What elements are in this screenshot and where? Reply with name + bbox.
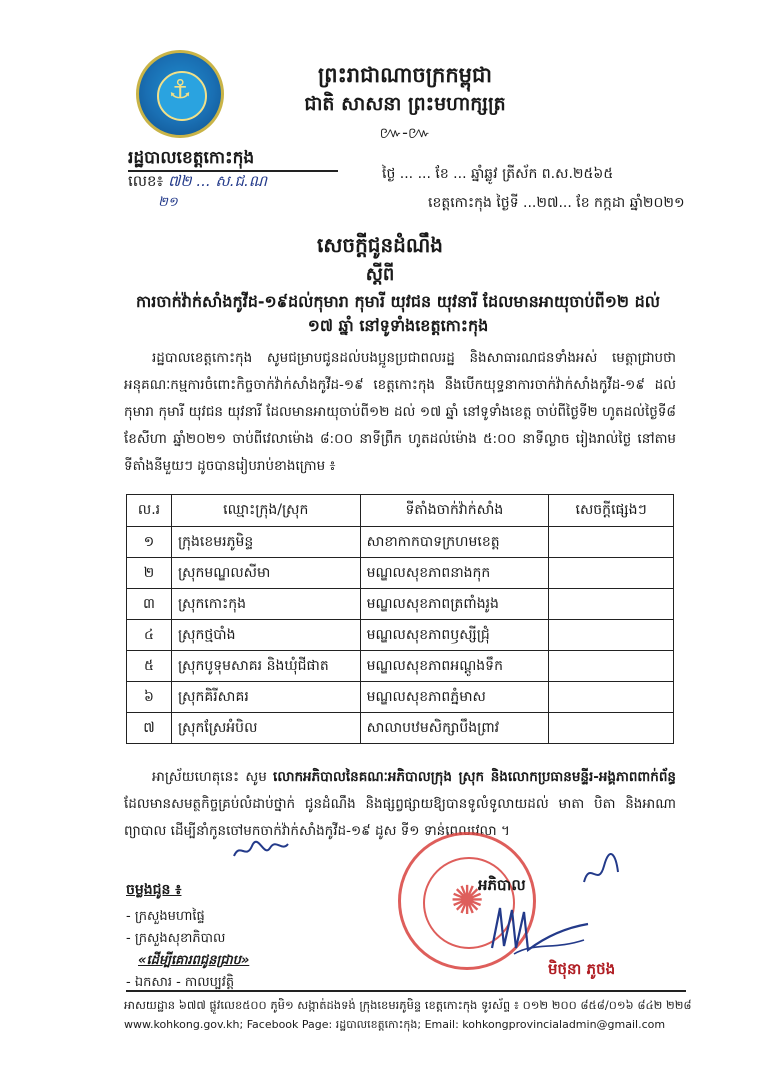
row-note xyxy=(549,713,674,744)
list-item: - ក្រសួងមហាផ្ទៃ xyxy=(126,909,205,924)
cc-title: ចម្លងជូន ៖ xyxy=(126,882,182,898)
row-site: មណ្ឌលសុខភាពភ្នំមាស xyxy=(360,682,549,713)
signature xyxy=(484,898,594,960)
reference-number xyxy=(128,172,338,213)
header-site: ទីតាំងចាក់វ៉ាក់សាំង xyxy=(360,495,549,527)
table-row xyxy=(127,589,674,620)
row-site: មណ្ឌលសុខភាពអណ្តូងទឹក xyxy=(360,651,549,682)
footer-divider xyxy=(126,990,686,992)
footer-address: អាសយដ្ឋាន ៦៧៧ ផ្លូវលេខ៥០០ ភូមិ១ សង្កាត់ដងទង់ ក្រុងខេមរភូមិន្ទ ខេត្តកោះកុង ទូរស័ព្ទ ៖ ០១២ ២០០ ៨៥៨/០១៦ ៨៤២ ២២៨ xyxy=(124,998,692,1012)
row-district: ស្រុកបូទុមសាគរ និងឃុំជីផាត xyxy=(171,651,360,682)
row-number: ២ xyxy=(127,558,172,589)
signature-flourish xyxy=(578,852,622,892)
closing-rest: ដែលមានសមត្ថកិច្ចគ្រប់លំដាប់ថ្នាក់ ជូនដំណឹង និងផ្សព្វផ្សាយឱ្យបានទូលំទូលាយដល់ មាតា បិតា និងអាណាព្យាបាល ដើម្បីនាំកូនចៅមកចាក់វ៉ាក់សាំងកូវីដ-១៩ ដូស ទី១ ទាន់ពេលវេលា ។ xyxy=(124,796,676,839)
anchor-icon: ⚓ xyxy=(168,75,192,105)
signatory-role: អភិបាល xyxy=(478,876,526,894)
list-item: - ឯកសារ - កាលប្បវត្តិ xyxy=(126,975,235,990)
office-name: រដ្ឋបាលខេត្តកោះកុង xyxy=(128,148,255,168)
row-note xyxy=(549,651,674,682)
header-number: ល.រ xyxy=(127,495,172,527)
row-note xyxy=(549,558,674,589)
row-note xyxy=(549,620,674,651)
row-number: ១ xyxy=(127,527,172,558)
handwritten-initials xyxy=(230,838,290,862)
intro-paragraph: រដ្ឋបាលខេត្តកោះកុង សូមជម្រាបជូនដល់បងប្អូនប្រជាពលរដ្ឋ និងសាធារណជនទាំងអស់ មេត្តាជ្រាបថា អនុគណៈកម្មការចំពោះកិច្ចចាក់វ៉ាក់សាំងកូវីដ-១៩ ខេត្តកោះកុង នឹងបើកយុទ្ធនាការចាក់វ៉ាក់សាំងកូវីដ-១៩ ដល់កុមារា កុមារី យុវជន យុវនារី ដែលមានអាយុចាប់ពី១២ ដល់ ១៧ ឆ្នាំ នៅទូទាំងខេត្ត ចាប់ពីថ្ងៃទី២ ហូតដល់ថ្ងៃទី៨ ខែសីហា ឆ្នាំ២០២១ ចាប់ពីវេលាម៉ោង ៨:០០ នាទីព្រឹក ហូតដល់ម៉ោង ៥:០០ នាទីល្ងាច រៀងរាល់ថ្ងៃ នៅតាមទីតាំងនីមួយៗ ដូចបានរៀបរាប់ខាងក្រោម ៖ xyxy=(124,350,676,474)
kingdom-title: ព្រះរាជាណាចក្រកម្ពុជា xyxy=(317,63,492,87)
reference-value: ៧២ ... ស.ជ.ណ xyxy=(167,172,268,190)
footer-contact: www.kohkong.gov.kh; Facebook Page: រដ្ឋបាលខេត្តកោះកុង; Email: kohkongprovincialadmin@gmail.com xyxy=(124,1018,666,1031)
reference-handnote: ២១ xyxy=(158,195,178,210)
table-header-row xyxy=(127,495,674,527)
table-row xyxy=(127,620,674,651)
row-district: ស្រុកថ្មបាំង xyxy=(171,620,360,651)
row-district: ក្រុងខេមរភូមិន្ទ xyxy=(171,527,360,558)
row-number: ៤ xyxy=(127,620,172,651)
notice-subject: ការចាក់វ៉ាក់សាំងកូវីដ-១៩ដល់កុមារា កុមារី យុវជន យុវនារី ដែលមានអាយុចាប់ពី១២ ដល់ ១៧ ឆ្នាំ នៅទូទាំងខេត្តកោះកុង xyxy=(136,292,660,335)
row-site: សាលាបឋមសិក្សាបឹងព្រាវ xyxy=(360,713,549,744)
row-note xyxy=(549,682,674,713)
row-district: ស្រុកគិរីសាគរ xyxy=(171,682,360,713)
table-row xyxy=(127,558,674,589)
lunar-date: ថ្ងៃ ... ... ខែ ... ឆ្នាំឆ្លូវ ត្រីស័ក ព.ស.២៥៦៥ xyxy=(382,166,614,182)
header-ornament: ៚-៚ xyxy=(379,123,431,142)
table-row xyxy=(127,651,674,682)
row-note xyxy=(549,527,674,558)
row-district: ស្រុកកោះកុង xyxy=(171,589,360,620)
stamp-emblem-icon: ✺ xyxy=(450,878,484,924)
closing-emphasis: លោកអភិបាលនៃគណៈអភិបាលក្រុង ស្រុក និងលោកប្រធានមន្ទីរ-អង្គភាពពាក់ព័ន្ធ xyxy=(273,769,676,785)
row-site: មណ្ឌលសុខភាពឫស្សីជ្រុំ xyxy=(360,620,549,651)
table-row xyxy=(127,527,674,558)
header-district: ឈ្មោះក្រុង/ស្រុក xyxy=(171,495,360,527)
signatory-name: មិថុនា ភូថង xyxy=(548,960,616,978)
cc-list xyxy=(126,906,386,994)
closing-paragraph xyxy=(124,764,676,845)
reference-label: លេខ៖ xyxy=(128,172,164,190)
row-site: មណ្ឌលសុខភាពត្រពាំងរូង xyxy=(360,589,549,620)
row-number: ៧ xyxy=(127,713,172,744)
row-number: ៣ xyxy=(127,589,172,620)
closing-lead: អាស្រ័យហេតុនេះ សូម xyxy=(152,769,267,785)
row-number: ៦ xyxy=(127,682,172,713)
row-number: ៥ xyxy=(127,651,172,682)
solar-date: ខេត្តកោះកុង ថ្ងៃទី ...២៧... ខែ កក្កដា ឆ្នាំ២០២១ xyxy=(428,195,685,211)
header-note: សេចក្តីផ្សេងៗ xyxy=(549,495,674,527)
row-site: មណ្ឌលសុខភាពនាងកុក xyxy=(360,558,549,589)
table-row xyxy=(127,713,674,744)
row-district: ស្រុកមណ្ឌលសីមា xyxy=(171,558,360,589)
cc-note: «ដើម្បីគោរពជូនជ្រាប» xyxy=(138,953,250,968)
national-motto: ជាតិ សាសនា ព្រះមហាក្សត្រ xyxy=(304,93,506,115)
row-site: សាខាកាកបាទក្រហមខេត្ត xyxy=(360,527,549,558)
list-item: - ក្រសួងសុខាភិបាល xyxy=(126,931,226,946)
notice-title: សេចក្តីជូនដំណឹង xyxy=(317,233,443,257)
table-row xyxy=(127,682,674,713)
provincial-logo xyxy=(136,50,224,138)
vaccination-sites-table xyxy=(126,494,674,744)
row-district: ស្រុកស្រែអំបិល xyxy=(171,713,360,744)
row-note xyxy=(549,589,674,620)
notice-about: ស្តីពី xyxy=(365,264,395,285)
